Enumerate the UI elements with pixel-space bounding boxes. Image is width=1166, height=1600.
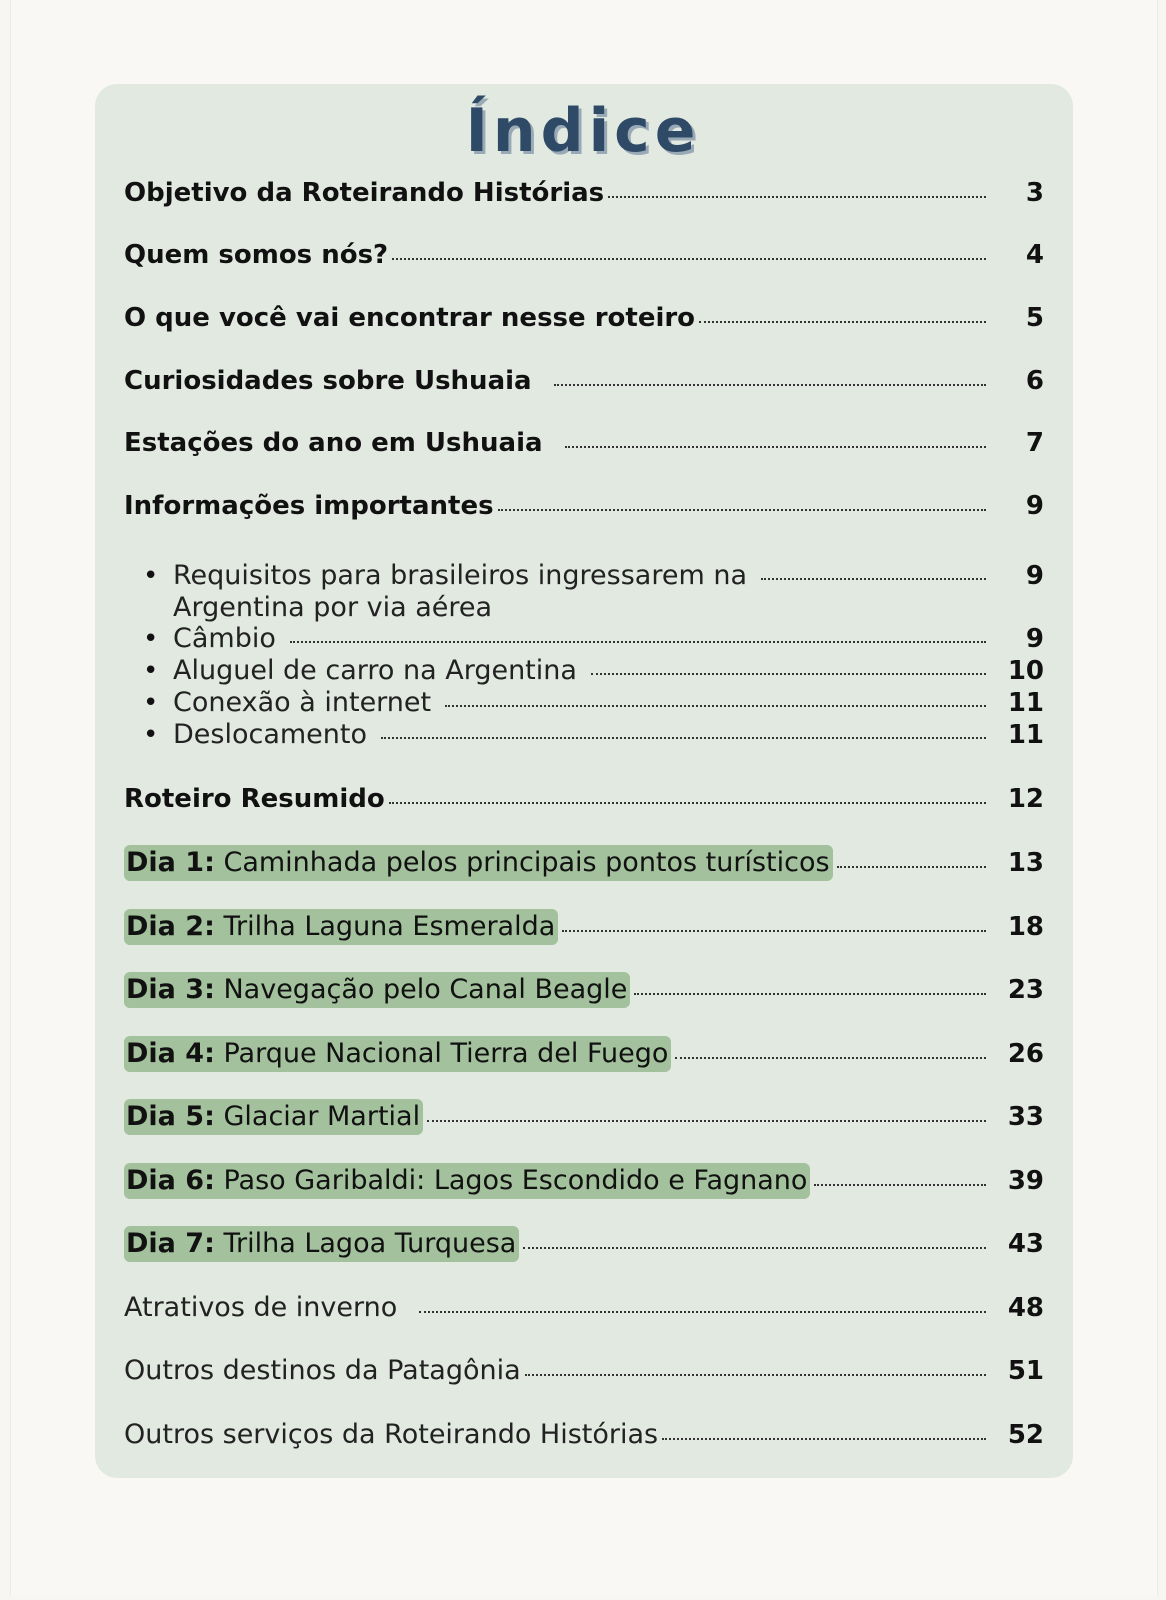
day-highlight xyxy=(124,1099,423,1135)
toc-page-number: 6 xyxy=(1025,366,1044,396)
toc-subitem-conexao[interactable] xyxy=(143,687,1044,719)
leader-dots xyxy=(525,1374,986,1376)
toc-page-number: 3 xyxy=(1025,178,1044,208)
leader-dots xyxy=(392,258,986,260)
leader-dots xyxy=(837,866,986,868)
toc-page-number: 9 xyxy=(1025,561,1044,591)
toc-entry-label: Estações do ano em Ushuaia xyxy=(124,428,543,458)
bullet-icon: • xyxy=(143,624,159,654)
toc-entry-label: Outros destinos da Patagônia xyxy=(124,1355,521,1386)
leader-dots xyxy=(761,578,986,580)
toc-entry-label: Curiosidades sobre Ushuaia xyxy=(124,366,532,396)
toc-subitem-label: Requisitos para brasileiros ingressarem na Argentina por via aérea xyxy=(173,560,748,623)
leader-dots xyxy=(498,509,986,511)
toc-entry-estacoes[interactable] xyxy=(124,424,1044,462)
day-highlight xyxy=(124,1226,519,1262)
toc-entry-objetivo[interactable] xyxy=(124,174,1044,212)
day-number: Dia 6: xyxy=(126,1165,215,1196)
toc-entry-o-que-encontrar[interactable] xyxy=(124,299,1044,337)
day-number: Dia 3: xyxy=(126,974,215,1005)
toc-entry-roteiro-resumido[interactable] xyxy=(124,780,1044,818)
toc-page-number: 7 xyxy=(1025,428,1044,458)
toc-page-number: 39 xyxy=(1007,1166,1044,1196)
day-highlight xyxy=(124,909,558,945)
day-number: Dia 5: xyxy=(126,1101,215,1132)
day-highlight xyxy=(124,972,630,1008)
toc-entry-atrativos[interactable] xyxy=(124,1289,1044,1327)
toc-subitem-label: Deslocamento xyxy=(173,719,368,750)
toc-subitem-requisitos[interactable] xyxy=(143,560,1044,624)
leader-dots xyxy=(419,1311,986,1313)
day-title: Navegação pelo Canal Beagle xyxy=(223,974,628,1005)
leader-dots xyxy=(389,802,986,804)
leader-dots xyxy=(565,446,986,448)
day-title: Trilha Laguna Esmeralda xyxy=(223,911,556,942)
toc-page-number: 48 xyxy=(1007,1293,1044,1323)
leader-dots xyxy=(675,1057,986,1059)
day-highlight xyxy=(124,845,833,881)
toc-page-number: 51 xyxy=(1007,1356,1044,1386)
day-number: Dia 1: xyxy=(126,847,215,878)
toc-subitem-label: Aluguel de carro na Argentina xyxy=(173,655,577,686)
toc-page-number: 9 xyxy=(1025,491,1044,521)
toc-page-number: 4 xyxy=(1025,240,1044,270)
toc-entry-label: Quem somos nós? xyxy=(124,240,389,270)
day-highlight xyxy=(124,1163,810,1199)
day-title: Glaciar Martial xyxy=(223,1101,421,1132)
index-title: Índice xyxy=(465,96,701,166)
toc-entry-label: Objetivo da Roteirando Histórias xyxy=(124,178,605,208)
toc-subitem-label: Conexão à internet xyxy=(173,687,432,718)
toc-subitem-deslocamento[interactable] xyxy=(143,719,1044,751)
leader-dots xyxy=(554,384,986,386)
leader-dots xyxy=(290,641,986,643)
day-title: Caminhada pelos principais pontos turísticos xyxy=(223,847,830,878)
day-title: Trilha Lagoa Turquesa xyxy=(223,1228,517,1259)
leader-dots xyxy=(662,1438,986,1440)
toc-page-number: 10 xyxy=(1007,656,1044,686)
bullet-icon: • xyxy=(143,656,159,686)
toc-entry-quem-somos[interactable] xyxy=(124,236,1044,274)
toc-subitem-cambio[interactable] xyxy=(143,623,1044,655)
toc-entry-dia-7[interactable] xyxy=(124,1225,1044,1263)
leader-dots xyxy=(814,1184,986,1186)
leader-dots xyxy=(608,196,986,198)
toc-entry-label: O que você vai encontrar nesse roteiro xyxy=(124,303,696,333)
toc-page-number: 26 xyxy=(1007,1039,1044,1069)
leader-dots xyxy=(381,737,986,739)
day-number: Dia 2: xyxy=(126,911,215,942)
leader-dots xyxy=(562,930,986,932)
toc-entry-dia-2[interactable] xyxy=(124,908,1044,946)
toc-entry-dia-6[interactable] xyxy=(124,1162,1044,1200)
toc-entry-dia-5[interactable] xyxy=(124,1098,1044,1136)
leader-dots xyxy=(591,673,986,675)
toc-page-number: 13 xyxy=(1007,848,1044,878)
day-title: Paso Garibaldi: Lagos Escondido e Fagnano xyxy=(223,1165,808,1196)
bullet-icon: • xyxy=(143,688,159,718)
toc-entry-informacoes[interactable] xyxy=(124,487,1044,525)
day-number: Dia 7: xyxy=(126,1228,215,1259)
leader-dots xyxy=(634,993,986,995)
day-highlight xyxy=(124,1036,671,1072)
toc-page-number: 23 xyxy=(1007,975,1044,1005)
bullet-icon: • xyxy=(143,720,159,750)
toc-entry-dia-1[interactable] xyxy=(124,844,1044,882)
leader-dots xyxy=(523,1247,986,1249)
toc-entry-outros-servicos[interactable] xyxy=(124,1416,1044,1454)
toc-page-number: 12 xyxy=(1007,784,1044,814)
toc-page-number: 18 xyxy=(1007,912,1044,942)
toc-subitem-label: Câmbio xyxy=(173,623,276,654)
toc-page-number: 33 xyxy=(1007,1102,1044,1132)
day-title: Parque Nacional Tierra del Fuego xyxy=(223,1038,669,1069)
toc-entry-dia-3[interactable] xyxy=(124,971,1044,1009)
toc-page-number: 52 xyxy=(1007,1420,1044,1450)
toc-entry-label: Roteiro Resumido xyxy=(124,784,385,814)
toc-page-number: 9 xyxy=(1025,624,1044,654)
leader-dots xyxy=(427,1120,986,1122)
toc-entry-curiosidades[interactable] xyxy=(124,362,1044,400)
toc-entry-label: Outros serviços da Roteirando Histórias xyxy=(124,1419,659,1450)
leader-dots xyxy=(699,321,986,323)
toc-entry-label: Informações importantes xyxy=(124,491,494,521)
toc-entry-label: Atrativos de inverno xyxy=(124,1292,398,1323)
toc-page-number: 43 xyxy=(1007,1229,1044,1259)
toc-subitem-aluguel[interactable] xyxy=(143,655,1044,687)
toc-page-number: 5 xyxy=(1025,303,1044,333)
toc-page-number: 11 xyxy=(1007,720,1044,750)
toc-entry-outros-destinos[interactable] xyxy=(124,1352,1044,1390)
toc-entry-dia-4[interactable] xyxy=(124,1035,1044,1073)
bullet-icon: • xyxy=(143,561,159,591)
day-number: Dia 4: xyxy=(126,1038,215,1069)
toc-page-number: 11 xyxy=(1007,688,1044,718)
leader-dots xyxy=(445,705,986,707)
